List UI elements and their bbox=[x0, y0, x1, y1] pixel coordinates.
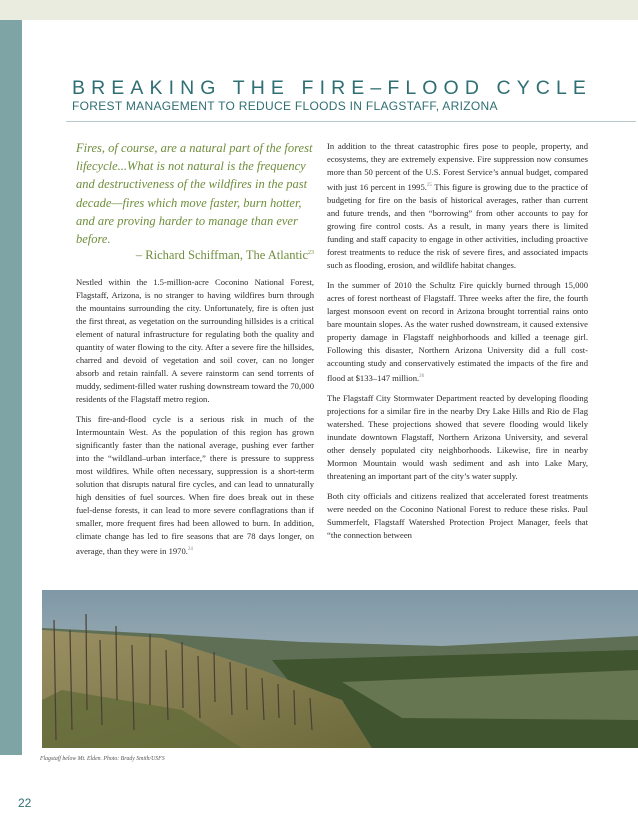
landscape-photo bbox=[42, 590, 638, 748]
section-subtitle: FOREST MANAGEMENT TO REDUCE FLOODS IN FLAGSTAFF, ARIZONA bbox=[72, 99, 498, 113]
right-paragraph-1-endnote: 25 bbox=[426, 183, 432, 188]
right-paragraph-1 bbox=[327, 140, 588, 272]
attribution-endnote: 23 bbox=[308, 250, 314, 257]
right-paragraph-2-endnote: 26 bbox=[419, 373, 425, 379]
right-paragraph-4: Both city officials and citizens realized that accelerated forest treatments were needed on the Coconino National Forest to reduce these risks. Paul Summerfelt, Flagstaff Watershed Protection Project Manager, feels that “the connection between bbox=[327, 490, 588, 540]
left-column bbox=[76, 139, 314, 565]
pull-quote: Fires, of course, are a natural part of the forest lifecycle...What is not natural is the frequency and destructiveness of the wildfires in the past decade—fires which move faster, burn hotter, and are proving harder to manage than ever before. bbox=[76, 141, 313, 247]
quote-attribution bbox=[76, 248, 314, 263]
right-paragraph-2 bbox=[327, 279, 588, 385]
right-paragraph-2-text: In the summer of 2010 the Schultz Fire quickly burned through 15,000 acres of forest northeast of Flagstaff. Three weeks after the fire, the fourth largest monsoon event on record in Arizona brought torrential rains onto bare mountain slopes. As the water rushed downstream, it caused extensive property damage in Flagstaff neighborhoods and killed a teenage girl. Following this disaster, Northern Arizona University did a full cost-accounting study and conservatively estimated the impacts of the fire and flood at $133–147 million. bbox=[327, 279, 588, 383]
photo-caption: Flagstaff below Mt. Elden. Photo: Brady Smith/USFS bbox=[40, 756, 165, 762]
top-decorative-band bbox=[0, 0, 638, 20]
title-divider bbox=[66, 121, 636, 122]
right-paragraph-3: The Flagstaff City Stormwater Department reacted by developing flooding projections for a similar fire in the nearby Dry Lake Hills and Rio de Flag watershed. These projections showed that severe flooding would likely inundate downtown Flagstaff, Northern Arizona University, and several other densely populated city neighborhoods. Likewise, fire in nearby Mormon Mountain would wash sediment and ash into Lake Mary, threatening an important part of the city’s water supply. bbox=[327, 392, 588, 481]
attribution-text: – Richard Schiffman, The Atlantic bbox=[135, 248, 308, 263]
left-paragraph-2-text: This fire-and-flood cycle is a serious risk in much of the Intermountain West. As the population of this region has grown significantly faster than the national average, pushing ever farther into the “wildland–urban interface,” there is pressure to suppress most wildfires. While often necessary, suppression is a short-term solution that disrupts natural fire cycles, and can lead to unnaturally high densities of fuel sources. When fire does break out in these fuel-dense forests, it can lead to more severe conflagrations than if smaller, more frequent fires had been allowed to burn. In addition, climate change has led to fire seasons that are 78 days longer, on average, than they were in 1970. bbox=[76, 414, 314, 557]
left-decorative-band bbox=[0, 20, 22, 755]
left-paragraph-2 bbox=[76, 413, 314, 558]
burned-hillside-illustration bbox=[42, 590, 638, 748]
right-column bbox=[327, 140, 588, 549]
right-paragraph-1-text: In addition to the threat catastrophic fires pose to people, property, and ecosystems, they are extremely expensive. Fire suppression now consumes more than 50 percent of the U.S. Forest Service’s annual budget, compared with just 16 percent in 1995. bbox=[327, 141, 588, 192]
section-title: BREAKING THE FIRE–FLOOD CYCLE bbox=[72, 77, 593, 99]
left-paragraph-2-endnote: 24 bbox=[187, 547, 193, 553]
right-paragraph-1-rest: This figure is growing due to the practice of budgeting for fire on the basis of historical averages, rather than current and future trends, and then “borrowing” from other accounts to pay for growing fire control costs. As a result, in many years there is limited funding and staff capacity to engage in other activities, including proactive forest treatments to reduce the risk of severe fires, and associated impacts such as flooding, erosion, and wildlife habitat changes. bbox=[327, 181, 589, 270]
page-number: 22 bbox=[18, 796, 32, 810]
left-paragraph-1: Nestled within the 1.5-million-acre Coconino National Forest, Flagstaff, Arizona, is no stranger to having wildfires burn through the mountains surrounding the city. Unfortunately, fire is often just the first threat, as vegetation on the surrounding hillsides is a critical element of natural infrastructure for regulating both the quality and quantity of water flowing to the city. After a severe fire the hillsides, charred and devoid of vegetation and soil cover, can no longer absorb and retain rainfall. A severe rainstorm can send torrents of muddy, sediment-filled water rushing downstream toward the 70,000 residents of the Flagstaff metro region. bbox=[76, 277, 314, 405]
